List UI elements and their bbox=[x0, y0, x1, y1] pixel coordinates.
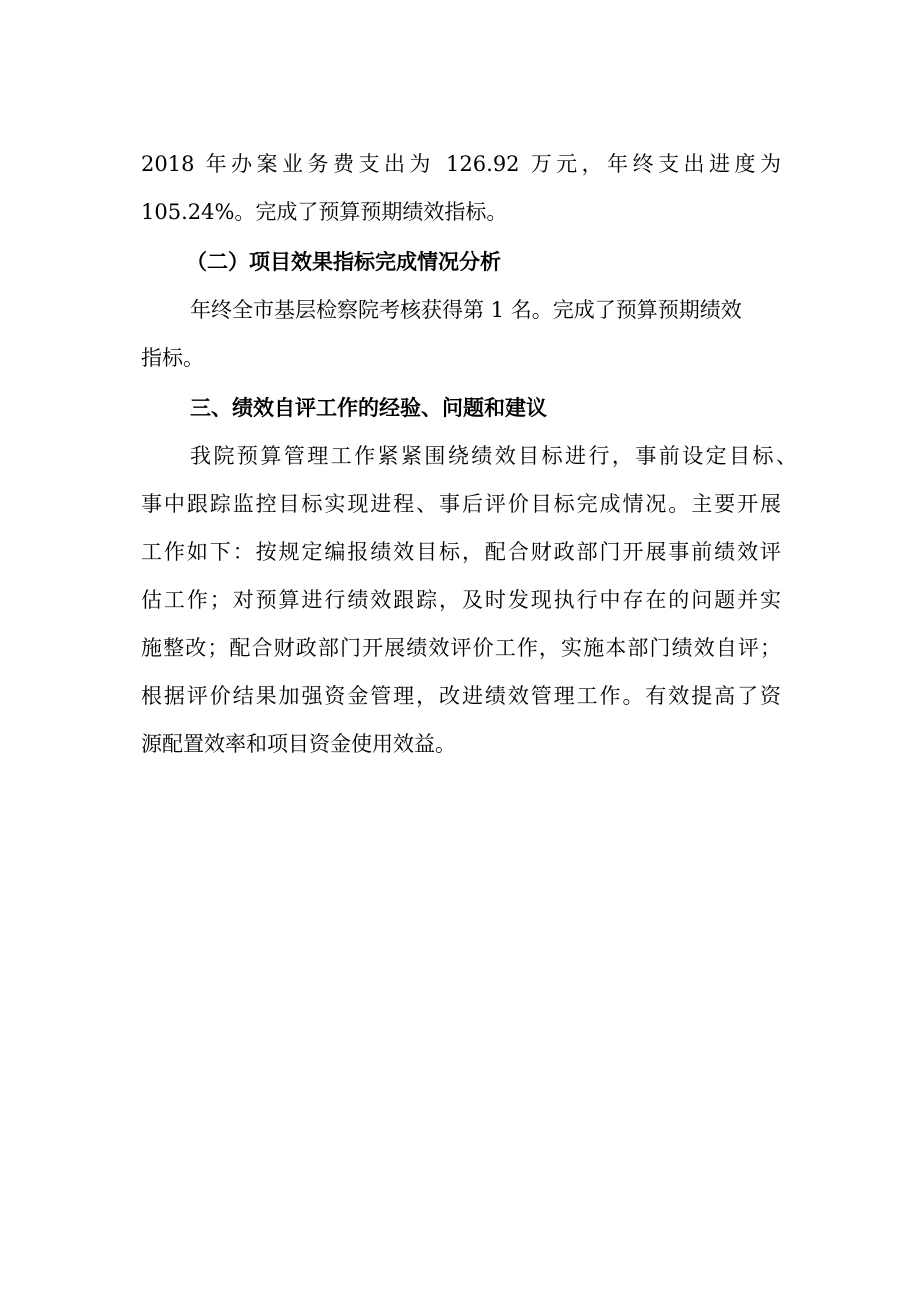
section-heading-3: 三、绩效自评工作的经验、问题和建议 bbox=[190, 396, 547, 420]
paragraph-line-7: 工作如下：按规定编报绩效目标，配合财政部门开展事前绩效评 bbox=[141, 540, 781, 564]
paragraph-line-11: 源配置效率和项目资金使用效益。 bbox=[141, 732, 456, 756]
paragraph-line-2: 105.24%。完成了预算预期绩效指标。 bbox=[141, 200, 508, 224]
paragraph-line-5: 我院预算管理工作紧紧围绕绩效目标进行，事前设定目标、 bbox=[190, 444, 797, 468]
paragraph-line-3: 年终全市基层检察院考核获得第 1 名。完成了预算预期绩效 bbox=[190, 298, 742, 322]
paragraph-line-6: 事中跟踪监控目标实现进程、事后评价目标完成情况。主要开展 bbox=[141, 492, 781, 516]
paragraph-line-1: 2018 年办案业务费支出为 126.92 万元，年终支出进度为 bbox=[141, 152, 781, 176]
section-heading-2: （二）项目效果指标完成情况分析 bbox=[186, 250, 501, 274]
paragraph-line-10: 根据评价结果加强资金管理，改进绩效管理工作。有效提高了资 bbox=[141, 684, 781, 708]
paragraph-line-9: 施整改；配合财政部门开展绩效评价工作，实施本部门绩效自评； bbox=[141, 636, 781, 660]
paragraph-line-4: 指标。 bbox=[141, 346, 204, 370]
paragraph-line-8: 估工作；对预算进行绩效跟踪，及时发现执行中存在的问题并实 bbox=[141, 588, 781, 612]
